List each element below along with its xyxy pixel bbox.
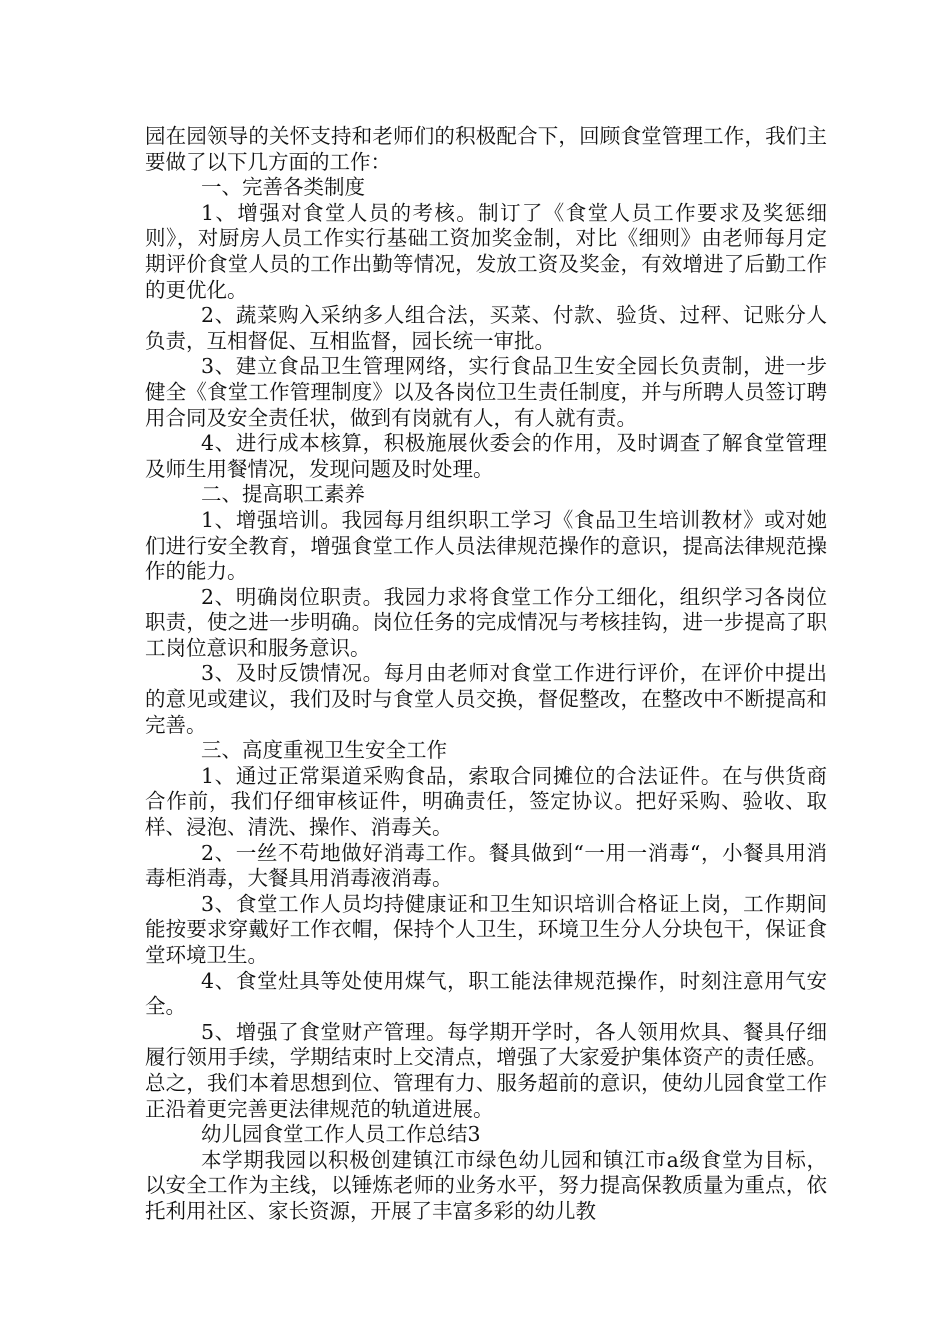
paragraph-2-2: 2、明确岗位职责。我园力求将食堂工作分工细化，组织学习各岗位职责，使之进一步明确。岗位任务的完成情况与考核挂钩，进一步提高了职工岗位意识和服务意识。 (145, 584, 827, 660)
section-heading-1: 一、完善各类制度 (201, 175, 365, 200)
paragraph-3-2: 2、一丝不苟地做好消毒工作。餐具做到“一用一消毒“，小餐具用消毒柜消毒，大餐具用消毒液消毒。 (145, 840, 827, 891)
paragraph-1-3: 3、建立食品卫生管理网络，实行食品卫生安全园长负责制，进一步健全《食堂工作管理制度》以及各岗位卫生责任制度，并与所聘人员签订聘用合同及安全责任状，做到有岗就有人，有人就有责。 (145, 354, 827, 430)
paragraph-summary-3: 本学期我园以积极创建镇江市绿色幼儿园和镇江市a级食堂为目标，以安全工作为主线，以锤炼老师的业务水平，努力提高保教质量为重点，依托利用社区、家长资源，开展了丰富多彩的幼儿教 (145, 1147, 827, 1223)
paragraph-3-4: 4、食堂灶具等处使用煤气，职工能法律规范操作，时刻注意用气安全。 (145, 968, 827, 1019)
paragraph-1-1: 1、增强对食堂人员的考核。制订了《食堂人员工作要求及奖惩细则》，对厨房人员工作实行基础工资加奖金制，对比《细则》由老师每月定期评价食堂人员的工作出勤等情况，发放工资及奖金，有效增进了后勤工作的更优化。 (145, 200, 827, 302)
document-subtitle: 幼儿园食堂工作人员工作总结3 (201, 1122, 481, 1147)
paragraph-1-2: 2、蔬菜购入采纳多人组合法，买菜、付款、验货、过秤、记账分人负责，互相督促、互相监督，园长统一审批。 (145, 303, 827, 353)
paragraph-1-4: 4、进行成本核算，积极施展伙委会的作用，及时调查了解食堂管理及师生用餐情况，发现问题及时处理。 (145, 431, 827, 481)
paragraph-intro: 园在园领导的关怀支持和老师们的积极配合下，回顾食堂管理工作，我们主要做了以下几方面的工作： (145, 124, 827, 174)
paragraph-3-5: 5、增强了食堂财产管理。每学期开学时，各人领用炊具、餐具仔细履行领用手续，学期结束时上交清点，增强了大家爱护集体资产的责任感。总之，我们本着思想到位、管理有力、服务超前的意识，使幼儿园食堂工作正沿着更完善更法律规范的轨道进展。 (145, 1019, 827, 1121)
document-page (145, 124, 827, 1225)
paragraph-2-1: 1、增强培训。我园每月组织职工学习《食品卫生培训教材》或对她们进行安全教育，增强食堂工作人员法律规范操作的意识，提高法律规范操作的能力。 (145, 507, 827, 584)
section-heading-2: 二、提高职工素养 (201, 482, 365, 507)
section-heading-3: 三、高度重视卫生安全工作 (201, 738, 447, 763)
paragraph-3-1: 1、通过正常渠道采购食品，索取合同摊位的合法证件。在与供货商合作前，我们仔细审核证件，明确责任，签定协议。把好采购、验收、取样、浸泡、清洗、操作、消毒关。 (145, 763, 827, 840)
paragraph-3-3: 3、食堂工作人员均持健康证和卫生知识培训合格证上岗，工作期间能按要求穿戴好工作衣帽，保持个人卫生，环境卫生分人分块包干，保证食堂环境卫生。 (145, 891, 827, 967)
paragraph-2-3: 3、及时反馈情况。每月由老师对食堂工作进行评价，在评价中提出的意见或建议，我们及时与食堂人员交换，督促整改，在整改中不断提高和完善。 (145, 661, 827, 737)
